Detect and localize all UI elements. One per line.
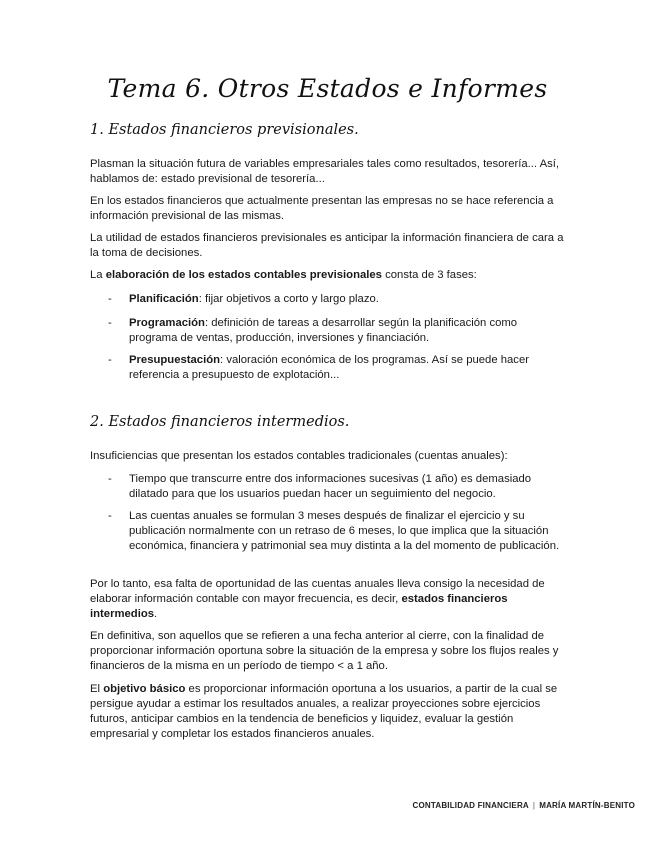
page-title: Tema 6. Otros Estados e Informes: [107, 74, 548, 103]
list-item-text: Tiempo que transcurre entre dos informaciones sucesivas (1 año) es demasiado dilatado para que los usuarios puedan hacer un seguimiento del negocio.: [129, 473, 532, 500]
list-item-rest: : valoración económica de los programas. Así se puede hacer referencia a presupuesto de explotación...: [129, 354, 530, 381]
list-item-bold: Planificación: [129, 293, 199, 305]
bullet-dash: -: [108, 473, 112, 485]
list-item-text: Las cuentas anuales se formulan 3 meses después de finalizar el ejercicio y su publicación normalmente con un retraso de 6 meses, lo que implica que la situación económica, financiera y patrimonial sea muy distinta a la del momento de publicación.: [129, 510, 560, 552]
bullet-dash: -: [108, 293, 112, 305]
list-item: [108, 509, 568, 554]
section-1-paragraph-3: La utilidad de estados financieros previsionales es anticipar la información financiera de cara a la toma de decisiones.: [90, 232, 564, 259]
bullet-dash: -: [108, 510, 112, 522]
list-item-text: [129, 316, 568, 346]
paragraph-bold-text: estados financieros intermedios: [90, 593, 508, 620]
bullet-dash: -: [108, 317, 112, 329]
paragraph-text: .: [154, 608, 158, 620]
paragraph-text: La: [90, 269, 106, 281]
paragraph-text: Por lo tanto, esa falta de oportunidad de las cuentas anuales lleva consigo la necesidad de elaborar información contable con mayor frecuencia, es decir,: [90, 578, 545, 605]
list-item-text: [129, 292, 568, 307]
section-1-paragraph-4: [90, 268, 565, 283]
section-1-heading: 1. Estados financieros previsionales.: [90, 122, 359, 138]
paragraph-bold-text: elaboración de los estados contables previsionales: [105, 269, 382, 281]
list-item: [108, 472, 568, 502]
list-item: [108, 316, 568, 346]
section-2-paragraph-2: [90, 577, 565, 622]
footer-author: MARÍA MARTÍN-BENITO: [539, 801, 635, 810]
section-1-paragraph-2: En los estados financieros que actualmente presentan las empresas no se hace referencia a información previsional de las mismas.: [90, 195, 554, 222]
section-2-paragraph-1: Insuficiencias que presentan los estados contables tradicionales (cuentas anuales):: [90, 450, 508, 462]
list-item: [108, 353, 568, 383]
list-item-bold: Programación: [129, 317, 205, 329]
page-footer: [412, 801, 635, 810]
paragraph-text: es proporcionar información oportuna a los usuarios, a partir de la cual se persigue ayudar a estimar los resultados anuales, a realizar proyecciones sobre ejercicios futuros, anticipar cambios en la tendencia de beneficios y liquidez, evaluar la gestión empresarial y completar los estados financieros anuales.: [90, 683, 558, 740]
paragraph-text: El: [90, 683, 104, 695]
paragraph-bold-text: objetivo básico: [103, 683, 186, 695]
footer-course: CONTABILIDAD FINANCIERA: [412, 801, 529, 810]
footer-separator: |: [532, 801, 536, 810]
section-1-paragraph-1: Plasman la situación futura de variables empresariales tales como resultados, tesorería... Así, hablamos de: estado previsional de tesorería...: [90, 158, 560, 185]
list-item-text: [129, 353, 568, 383]
list-item-rest: : fijar objetivos a corto y largo plazo.: [198, 293, 379, 305]
bullet-dash: -: [108, 354, 112, 366]
section-2-paragraph-3: En definitiva, son aquellos que se refieren a una fecha anterior al cierre, con la finalidad de proporcionar información oportuna sobre la situación de la empresa y sobre los flujos reales y financieros de la misma en un período de tiempo < a 1 año.: [90, 630, 559, 672]
list-item-bold: Presupuestación: [129, 354, 221, 366]
section-2-paragraph-4: [90, 682, 565, 742]
list-item: [108, 292, 568, 307]
paragraph-text: consta de 3 fases:: [381, 269, 477, 281]
list-item-rest: : definición de tareas a desarrollar según la planificación como programa de ventas, producción, inversiones y financiación.: [129, 317, 518, 344]
section-2-heading: 2. Estados financieros intermedios.: [90, 414, 350, 430]
